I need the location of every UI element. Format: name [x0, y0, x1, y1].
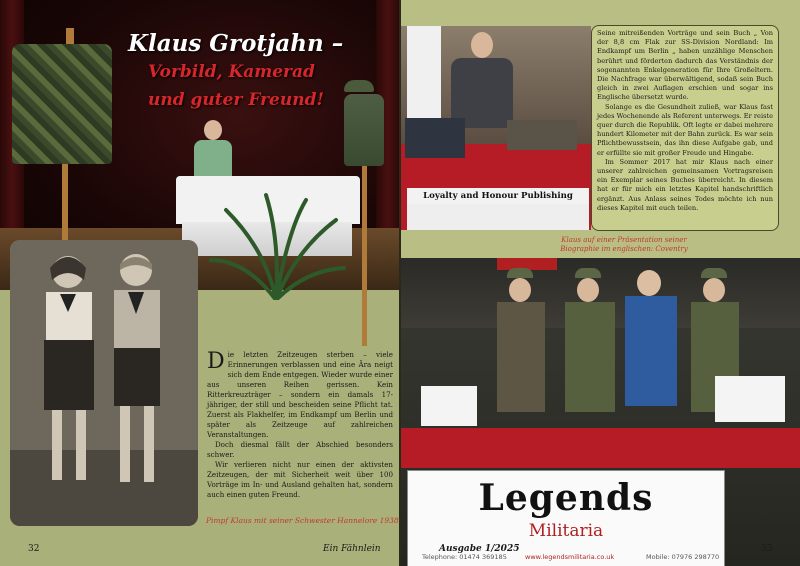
- photo-caption-left: Pimpf Klaus mit seiner Schwester Hannelore 1938: [206, 516, 399, 525]
- page-number-right: 33: [761, 544, 773, 554]
- right-paragraph-3: Im Sommer 2017 hat mir Klaus nach einer unserer zahlreichen gemeinsamen Vortragsreisen ein Exemplar seines Buches überreicht. In diesem hat er für mich ein letztes Kapitel handschriftlich ergänzt. Aus Anlass seines Todes möchte ich nun dieses Kapitel mit euch teilen.: [597, 157, 773, 212]
- body-paragraph-3: Wir verlieren nicht nur einen der aktivsten Zeitzeugen, der mit Sicherheit weit über 100 Vorträge im In- und Ausland gehalten hat, sondern auch einen guten Freund.: [207, 460, 393, 499]
- magazine-name: Ein Fähnlein: [323, 544, 381, 554]
- vintage-photo-siblings: [10, 240, 198, 526]
- article-body-left: [207, 350, 393, 500]
- banner-subtitle: Militaria: [528, 521, 604, 541]
- right-paragraph-1: Seine mitreißenden Vorträge und sein Buch „ Von der 8,8 cm Flak zur SS-Division Nordland: Im Endkampf um Berlin „ haben unzählige Menschen berührt und förderten dadurch das Verständnis der sogenannten Enkelgeneration für Ihre Großeltern. Die Nachfrage war überwältigend, sodaß sein Buch gleich in zwei Auflagen erschien und sogar ins Englische übersetzt wurde.: [597, 29, 773, 102]
- banner-mobile: Mobile: 07976 298770: [646, 553, 720, 561]
- speaker-figure: [192, 120, 232, 176]
- body-paragraph-1: [207, 350, 393, 440]
- right-page: [401, 0, 800, 566]
- article-title: Klaus Grotjahn –: [128, 30, 344, 57]
- photo-book-signing: [401, 26, 591, 230]
- plant-decoration: [206, 190, 346, 300]
- body-paragraph-2: Doch diesmal fällt der Abschied besonders schwer.: [207, 440, 393, 459]
- banner-telephone: Telephone: 01474 369185: [422, 553, 507, 561]
- drop-cap: D: [207, 349, 225, 374]
- article-subtitle-line2: und guter Freund!: [148, 90, 324, 110]
- right-paragraph-2: Solange es die Gesundheit zuließ, war Klaus fast jedes Wochenende als Referent unterwegs. Er reiste quer durch die Republik. Oft legte er dabei mehrere hundert Kilometer mit der Bahn zurück. Es war sein Pflichtbewusstsein, das ihn diese Aufgabe gab, und er erfüllte sie mit großer Freude und Hingabe.: [597, 102, 773, 157]
- article-textbox-right: [591, 25, 779, 231]
- siblings-illustration: [10, 240, 198, 526]
- issue-label: Ausgabe 1/2025: [439, 544, 520, 554]
- banner-website: www.legendsmilitaria.co.uk: [525, 553, 615, 561]
- page-number-left: 32: [28, 544, 40, 554]
- article-subtitle-line1: Vorbild, Kamerad: [148, 62, 315, 82]
- body-paragraph-1-text: ie letzten Zeitzeugen sterben – viele Erinnerungen verblassen und eine Ära neigt sich dem Ende entgegen. Wieder wurde einer aus unseren Reihen gerissen. Kein Ritterkreuzträger – sondern ein damals 17-jähriger, der still und bescheiden seine Pflicht tat. Zuerst als Flakhelfer, im Endkampf um Berlin und später als Zeitzeuge auf zahlreichen Veranstaltungen.: [207, 350, 393, 439]
- photo-caption-right: Klaus auf einer Präsentation seiner Biographie im englischen: Coventry: [560, 236, 688, 253]
- booth-banner: Loyalty and Honour Publishing: [407, 188, 589, 204]
- banner-title: Legends: [478, 477, 654, 519]
